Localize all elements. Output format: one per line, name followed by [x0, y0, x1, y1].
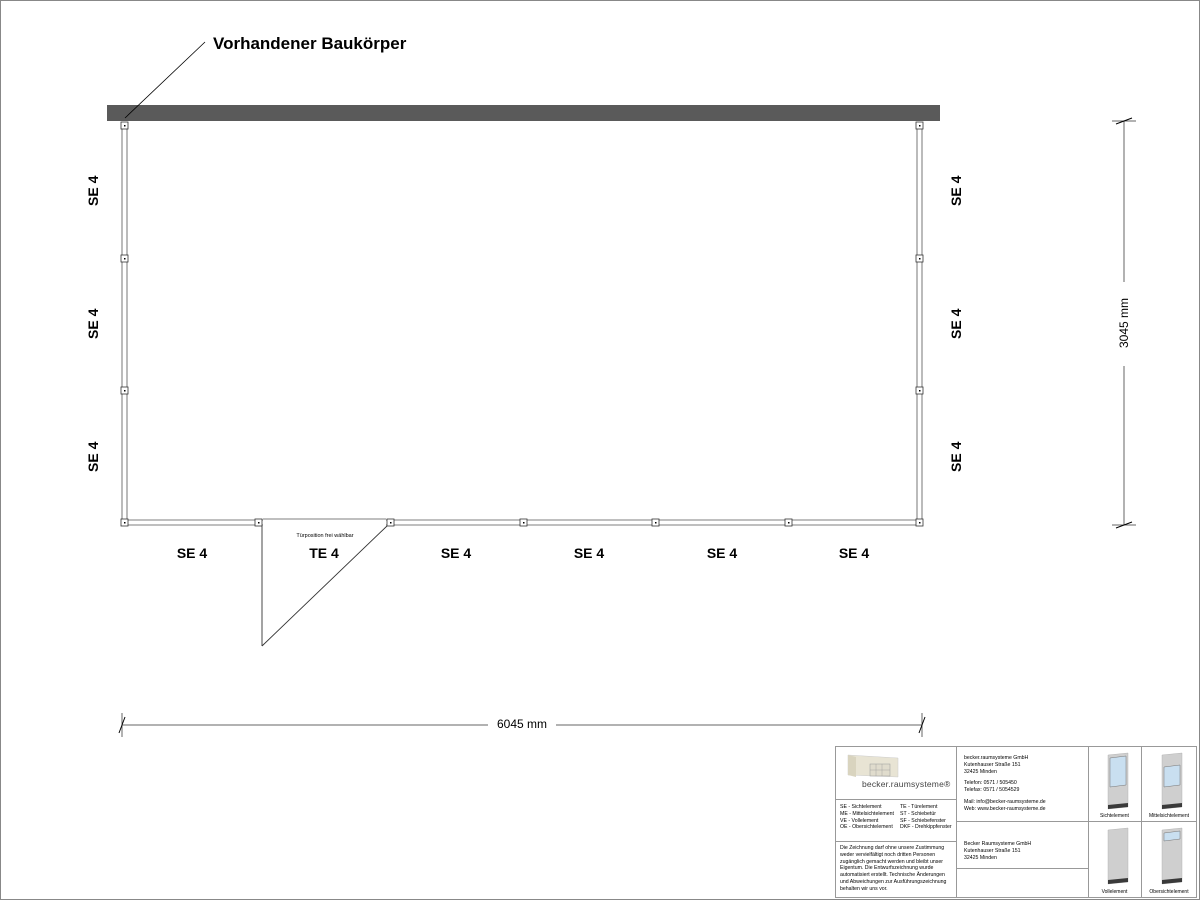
- logo-graphic: [836, 747, 956, 799]
- panel-sichtelement: [1088, 747, 1142, 822]
- legend-item: ST - Schiebetür: [900, 810, 936, 817]
- door-swing: [262, 526, 387, 646]
- panel-oe-icon: [1142, 822, 1196, 888]
- front-wall-label: SE 4: [573, 545, 605, 561]
- logo-text: becker.raumsysteme®: [862, 779, 951, 789]
- legend-item: SF - Schiebefenster: [900, 817, 946, 824]
- company-address: [956, 747, 1088, 822]
- existing-building: [107, 105, 940, 121]
- legend-item: OE - Obersichtelement: [840, 824, 893, 831]
- right-wall-label: SE 4: [948, 441, 964, 472]
- panel-ve-icon: [1088, 822, 1142, 888]
- left-wall-label: SE 4: [85, 175, 101, 206]
- panel-obersichtelement: [1142, 822, 1196, 897]
- width-dimension-label: 6045 mm: [496, 717, 548, 731]
- customer-address: [956, 821, 1088, 869]
- abbreviation-legend: [836, 799, 956, 842]
- company-mail: Mail: info@becker-raumsysteme.de: [964, 798, 1046, 805]
- title-block: [835, 746, 1197, 898]
- company-fax: Telefax: 0571 / 5054529: [964, 787, 1020, 793]
- front-wall-label: SE 4: [706, 545, 738, 561]
- legend-item: ME - Mittelsichtelement: [840, 810, 894, 817]
- left-wall-label: SE 4: [85, 441, 101, 472]
- customer-name: Becker Raumsysteme GmbH: [964, 841, 1032, 847]
- right-wall-label: SE 4: [948, 308, 964, 339]
- panel-caption: Vollelement: [1101, 888, 1128, 895]
- customer-street: Kutenhauser Straße 151: [964, 847, 1021, 854]
- legend-item: VE - Vollelement: [840, 817, 879, 824]
- panel-vollelement: [1088, 822, 1142, 897]
- existing-building-label: Vorhandener Baukörper: [213, 34, 407, 53]
- customer-city: 32425 Minden: [964, 854, 997, 861]
- panel-caption: Mittelsichtelement: [1148, 812, 1189, 819]
- company-web: Web: www.becker-raumsysteme.de: [964, 805, 1046, 812]
- company-city: 32425 Minden: [964, 768, 997, 775]
- company-name: becker.raumsysteme GmbH: [964, 755, 1029, 761]
- company-logo: [836, 747, 956, 800]
- disclaimer: Die Zeichnung darf ohne unsere Zustimmung weder vervielfältigt noch dritten Personen zugänglich gemacht werden und bleibt unser Eigentum. Die Entwurfszeichnung wurde automatisiert erstellt. Technische Änderungen und Abweichungen zur Ausführungszeichnung behalten wir uns vor.: [840, 845, 947, 892]
- panel-mittelsichtelement: [1142, 747, 1196, 822]
- legend-item: DKF - Drehkippfenster: [900, 824, 952, 831]
- company-street: Kutenhauser Straße 151: [964, 761, 1021, 768]
- panel-se-icon: [1088, 747, 1142, 813]
- left-wall-label: SE 4: [85, 308, 101, 339]
- front-wall-label: SE 4: [440, 545, 472, 561]
- panel-me-icon: [1142, 747, 1196, 813]
- front-wall-label: TE 4: [309, 545, 339, 561]
- panel-caption: Sichtelement: [1100, 812, 1129, 819]
- front-wall-label: SE 4: [838, 545, 870, 561]
- door-position-note: Türposition frei wählbar: [296, 533, 354, 539]
- right-wall-label: SE 4: [948, 175, 964, 206]
- legend-item: SE - Sichtelement: [840, 804, 882, 810]
- legend-item: TE - Türelement: [900, 804, 938, 810]
- wall-posts: [121, 122, 923, 526]
- company-phone: Telefon: 0571 / 505450: [964, 780, 1017, 787]
- front-wall-label: SE 4: [176, 545, 208, 561]
- panel-caption: Obersichtelement: [1149, 888, 1189, 895]
- depth-dimension-label: 3045 mm: [1117, 297, 1131, 349]
